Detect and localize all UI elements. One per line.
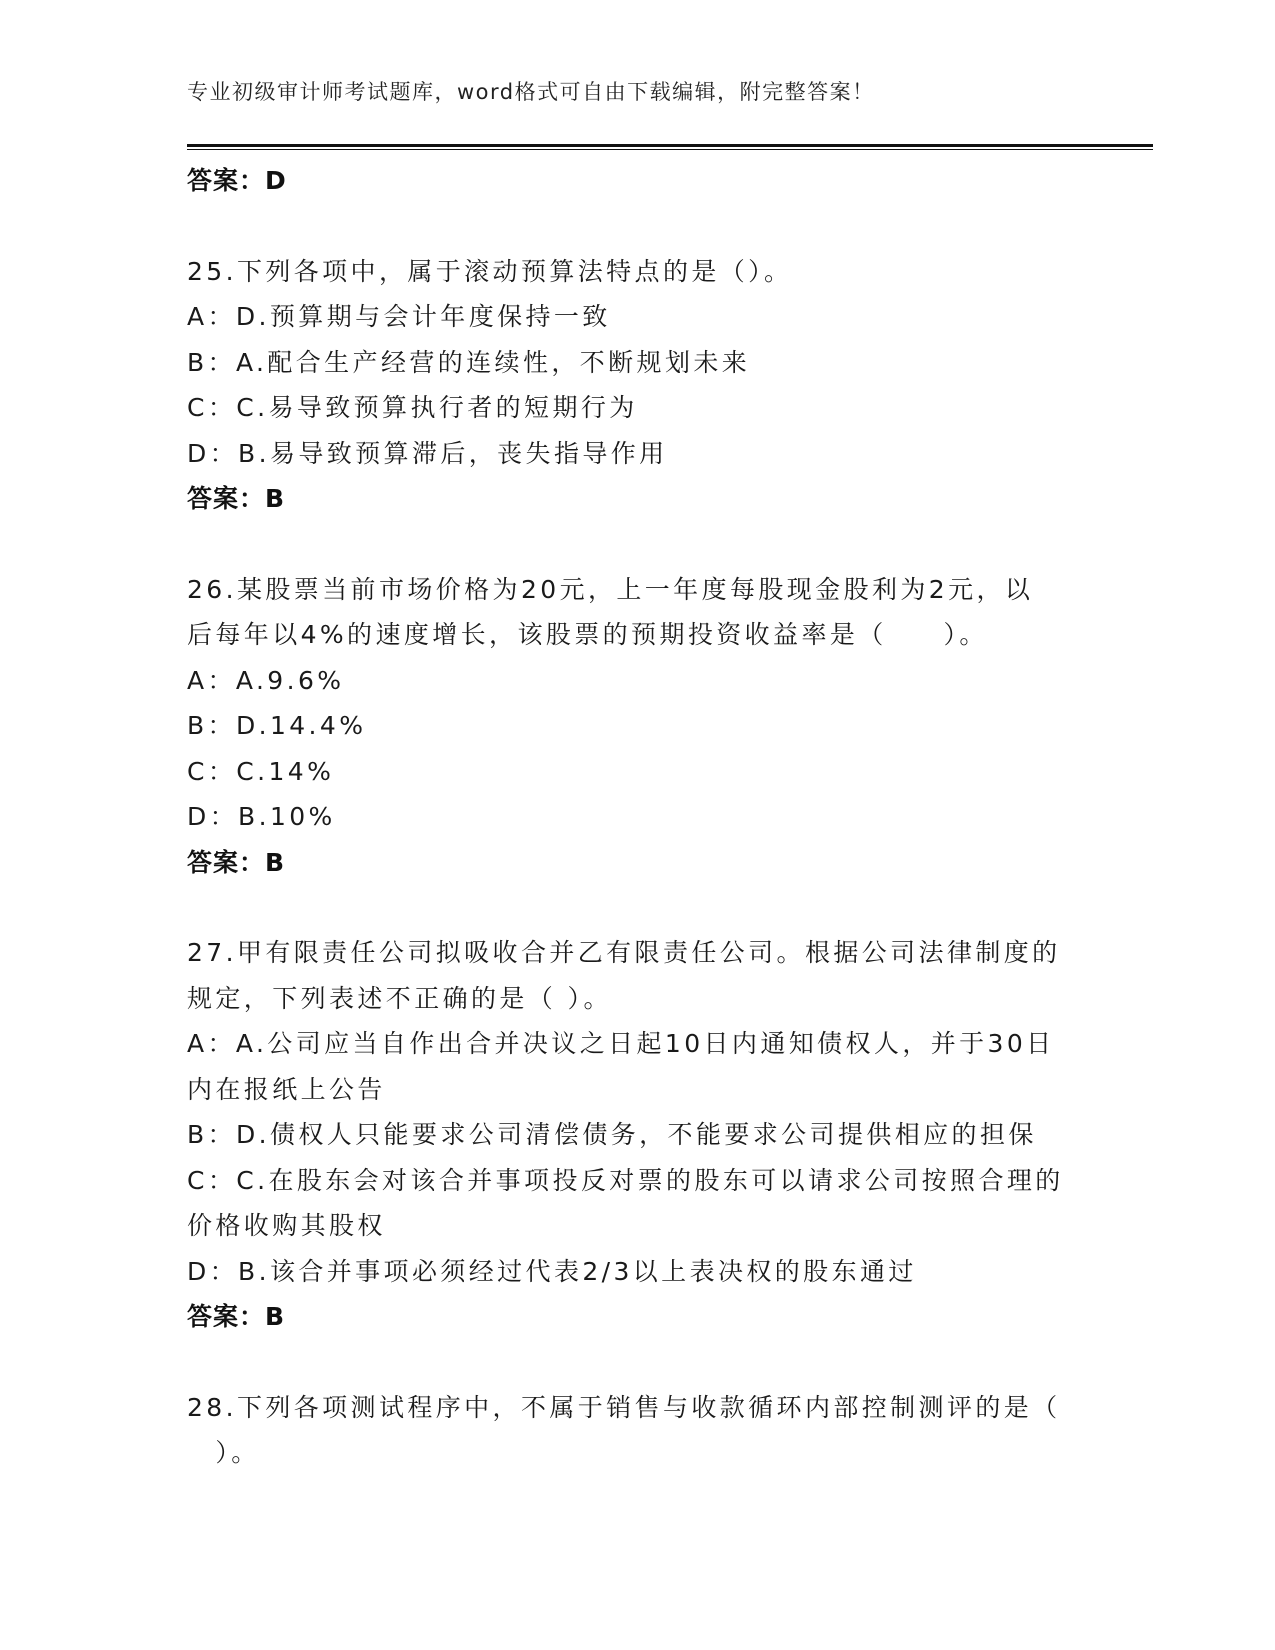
option-b: B：A.配合生产经营的连续性，不断规划未来 xyxy=(187,347,751,377)
option-c: C：C.易导致预算执行者的短期行为 xyxy=(187,393,638,422)
page-header: 专业初级审计师考试题库，word格式可自由下载编辑，附完整答案！ xyxy=(187,80,875,104)
question-stem-continued: ）。 xyxy=(187,1438,260,1467)
option-d: D：B.10% xyxy=(187,802,336,831)
question-stem: 28.下列各项测试程序中，不属于销售与收款循环内部控制测评的是（ xyxy=(187,1392,1061,1422)
answer-line: 答案：B xyxy=(187,847,286,877)
question-stem: 27.甲有限责任公司拟吸收合并乙有限责任公司。根据公司法律制度的 xyxy=(187,938,1061,967)
question-stem-continued: 规定，下列表述不正确的是（ ）。 xyxy=(187,983,612,1013)
question-block xyxy=(187,249,1087,522)
question-block xyxy=(187,567,1087,886)
option-a: A：A.公司应当自作出合并决议之日起10日内通知债权人，并于30日 xyxy=(187,1029,1055,1058)
option-c: C：C.14% xyxy=(187,756,335,786)
question-stem-continued: 后每年以4%的速度增长，该股票的预期投资收益率是（ ）。 xyxy=(187,620,988,649)
question-block xyxy=(187,930,1087,1340)
document-body xyxy=(187,158,1087,1476)
option-c: C：C.在股东会对该合并事项投反对票的股东可以请求公司按照合理的 xyxy=(187,1165,1064,1195)
option-d: D：B.该合并事项必须经过代表2/3以上表决权的股东通过 xyxy=(187,1256,917,1286)
option-d: D：B.易导致预算滞后，丧失指导作用 xyxy=(187,438,668,468)
option-a-continued: 内在报纸上公告 xyxy=(187,1074,386,1104)
option-a: A：A.9.6% xyxy=(187,665,345,695)
answer-line: 答案：B xyxy=(187,484,286,513)
question-stem: 25.下列各项中，属于滚动预算法特点的是（）。 xyxy=(187,256,793,286)
option-b: B：D.债权人只能要求公司清偿债务，不能要求公司提供相应的担保 xyxy=(187,1120,1037,1149)
header-rule-thin xyxy=(187,149,1153,150)
question-block xyxy=(187,1385,1087,1476)
option-c-continued: 价格收购其股权 xyxy=(187,1211,386,1240)
answer-line: 答案：D xyxy=(187,166,287,195)
option-a: A：D.预算期与会计年度保持一致 xyxy=(187,302,611,331)
option-b: B：D.14.4% xyxy=(187,711,367,740)
answer-line: 答案：B xyxy=(187,1302,286,1331)
header-rule-thick xyxy=(187,144,1153,147)
question-stem: 26.某股票当前市场价格为20元，上一年度每股现金股利为2元，以 xyxy=(187,574,1034,604)
